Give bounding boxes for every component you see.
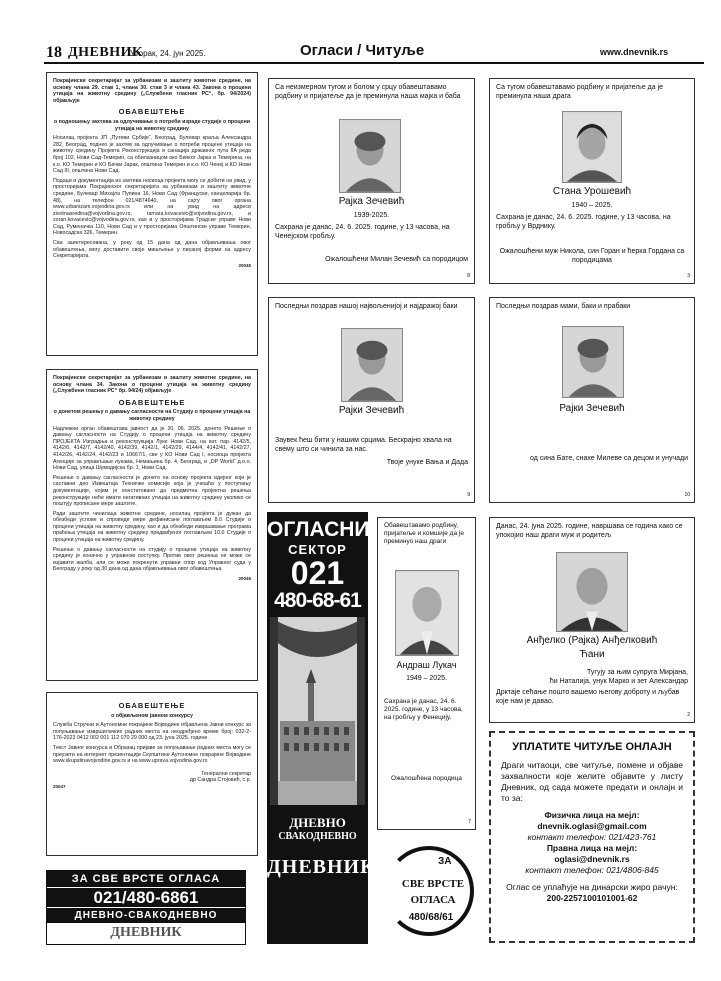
ad-phone: 480/68/61 bbox=[408, 912, 454, 923]
portrait-photo bbox=[562, 326, 624, 398]
notice-subtitle: о донетом решењу о давању сагласности на Студију о процени утицаја на животну средину bbox=[53, 409, 251, 422]
funeral-info: Сахрана је данас, 24. 6. 2025. године, у 13 часова, на гробљу у Фенецију. bbox=[384, 698, 463, 721]
promo-phone: контакт телефон: 021/4806-845 bbox=[525, 865, 659, 875]
building-icon bbox=[270, 617, 365, 805]
notice-title: ОБАВЕШТЕЊЕ bbox=[118, 107, 186, 117]
obituary-header: Данас, 24. јуна 2025. године, навршава се година како се упокојио наш драги муж и родитељ bbox=[496, 523, 683, 539]
ad-number: 8 bbox=[467, 273, 470, 279]
notice-signature-title: Генерални секретар bbox=[201, 770, 251, 777]
mourners: Тугују за њим супруга Мирјана, bbox=[587, 669, 688, 676]
notice-body: Решење о давању сагласности на студију о процени утицаја на животну средину је коначно у управном поступку. Против овог решења не може се изјавити жалба, али се може покренути управни спор код Управног суда у Београду у року од 30 дана од дана објављивања овог обавештења. bbox=[53, 546, 251, 573]
ad-number: 10 bbox=[684, 492, 690, 498]
ad-line: ЗА bbox=[438, 856, 452, 867]
deceased-years: 1949 – 2025. bbox=[406, 675, 447, 682]
portrait-photo bbox=[341, 328, 403, 402]
notice-body: Текст Јавног конкурса и Образац пријаве за попуњавање радних места могу се преузети на интернет презентацији Скупштине Аутономне покрајине Војводине www.skupstinavojvodine.gov.rs и на www.uprava.vojvodina.gov.rs bbox=[53, 744, 251, 765]
notice-intro: Покрајински секретаријат за урбанизам и заштиту животне средине, на основу члана 29. став 1, члана 30. став 3 и члана 43. Закона о процени утицаја на животну средину („Службени гласник РС“, бр. 94/2024) објављује bbox=[53, 78, 251, 104]
obituary-card bbox=[489, 517, 695, 723]
ad-number: 3 bbox=[687, 273, 690, 279]
portrait-photo bbox=[395, 570, 459, 656]
notice-code: 20046 bbox=[238, 576, 251, 582]
obituary-card bbox=[377, 517, 476, 830]
ad-line: ОГЛАСА bbox=[410, 894, 456, 906]
obituary-header: Обавештавамо родбину, пријатеље и комшије да је преминуо наш драги bbox=[384, 522, 464, 545]
ad-number: 9 bbox=[467, 492, 470, 498]
ad-line: ОГЛАСНИ bbox=[267, 518, 370, 541]
obituary-card bbox=[268, 78, 475, 284]
tribute-text: Заувек ћеш бити у нашим срцима. Бескрајно хвала на свему што си чинила за нас. bbox=[275, 437, 452, 453]
deceased-nickname: Ћани bbox=[579, 649, 605, 660]
ad-number: 7 bbox=[468, 819, 471, 825]
funeral-info: Сахрана је данас, 24. 6. 2025. године, у 13 часова, на Ченејском гробљу. bbox=[275, 224, 450, 240]
notice-body: Носилац пројекта ЈП „Путеви Србије“, Београд, Булевар краља Александра 282, Београд, поднео је захтев за одлучивање о потреби процене утицаја на животну средину Пројекта Реконструкција и санација државног пута IIA реда број 102, Нови Сад-Темерин, са обилазницом око Бачког Јарка и Темерина, на к.о. КО Темерин и КО Бачки Јарак, општина Темерин и к.о. КО Ченеј и КО Нови Сад III, општина Нови Сад. bbox=[53, 135, 251, 175]
mourners: Твоје унуке Вања и Дада bbox=[386, 459, 468, 466]
ad-phone: 480-68-61 bbox=[274, 589, 361, 612]
ad-phone: 021/480-6861 bbox=[47, 887, 245, 907]
deceased-name: Анђелко (Рајка) Анђелковић bbox=[526, 635, 658, 646]
obituary-card bbox=[489, 297, 695, 503]
portrait-icon bbox=[342, 329, 402, 401]
ad-logo: ДНЕВНИК bbox=[110, 925, 182, 940]
deceased-name: Стана Урошевић bbox=[552, 186, 632, 197]
ad-circle bbox=[378, 842, 478, 942]
mourners: Ожалошћени Милан Зечевић са породицом bbox=[325, 256, 468, 263]
notice-body: Ради заштите чинилаца животне средине, носилац пројекта је дужан да обезбеди услове и спроведе мере дефинисане поглављем 8.0 Студије о процени утицаја на животну средину, као и да обезбеди извршавање програма праћења утицаја на животну средину предвиђеног поглављем 10.0 Студије о процени утицаја на животну средину. bbox=[53, 510, 251, 544]
obituary-header: Са тугом обавештавамо родбину и пријатеље да је преминула наша драга bbox=[496, 84, 664, 100]
notice-code: 20045 bbox=[238, 262, 251, 268]
ad-line1: ЗА СВЕ ВРСТЕ ОГЛАСА bbox=[47, 871, 245, 887]
notice-subtitle: о објављеном јавном конкурсу bbox=[111, 712, 193, 719]
issue-date: Уторак, 24. јун 2025. bbox=[130, 49, 206, 58]
notice-title: ОБАВЕШТЕЊЕ bbox=[118, 397, 186, 407]
notice-subtitle: о подношењу захтева за одлучивање о потреби израде студије о процени утицаја на животну средину bbox=[53, 118, 251, 132]
website-link[interactable]: www.dnevnik.rs bbox=[600, 47, 669, 57]
notice-body: Надлежни орган обавештава јавност да је 20. 06. 2025. донето Решење о давању сагласности на Студију о процени утицаја на животну средину ПРОЈЕКТА Изградња и реконструкција Луке Нови Сад, на кат. пар. 4142/5, 4142/6, 4142/7, 4142/40, 4142/39, 4142/1, 4142/29, 4144/4, 4142/41, 4142/27, 4142/26, 4142/24, 4142/23 и 10667/1, све у КО Нови Сад I, носиоца пројекта Агенције за управљање лукама, Немањина бр. 4, Београд, и „DP World“ д.о.о. Нови Сад, улица Шумадијска бр. 1, Нови Сад. bbox=[53, 425, 251, 472]
funeral-info: Сахрана је данас, 24. 6. 2025. године, у 13 часова, на гробљу у Врднику. bbox=[496, 214, 671, 230]
promo-account: 200-2257100101001-62 bbox=[546, 893, 638, 903]
portrait-icon bbox=[557, 553, 627, 631]
promo-email[interactable]: dnevnik.oglasi@gmail.com bbox=[537, 821, 647, 831]
header-rule bbox=[44, 62, 704, 64]
online-obituaries-promo bbox=[489, 731, 695, 943]
portrait-icon bbox=[563, 327, 623, 397]
obituary-card bbox=[268, 297, 475, 503]
portrait-icon bbox=[396, 571, 458, 655]
obituary-card bbox=[489, 78, 695, 284]
mourners: Ожалошћени муж Никола, син Горан и ћерка Гордана са породицама bbox=[499, 248, 685, 264]
promo-heading: Правна лица на мејл: bbox=[546, 843, 638, 853]
ad-line: СЕКТОР bbox=[288, 542, 347, 557]
portrait-icon bbox=[340, 120, 400, 192]
promo-heading: Физичка лица на мејл: bbox=[544, 810, 640, 820]
ad-line: 021 bbox=[290, 555, 345, 591]
notice-body: Решење о давању сагласности је донето на основу пројекта идејног који је саставни део Извештаја Техничке комисије која је учешћа у поступању документације, којим је констатовано да предметна пројектна решења реконструкције неће имати негативних утицаја на животну средину уколико се поштују прописане мере заштите. bbox=[53, 474, 251, 508]
obituary-header: Последњи поздрав мами, баки и прабаки bbox=[496, 303, 631, 310]
notice-public-competition bbox=[46, 692, 258, 856]
deceased-name: Рајки Зечевић bbox=[559, 403, 625, 414]
ad-classifieds-sector bbox=[267, 512, 376, 944]
promo-text: Драги читаоци, све читуље, помене и објаве захвалности које желите објавите у листу Дневник, од сада можете предати и онлајн и то за: bbox=[501, 760, 683, 803]
city-photo bbox=[270, 617, 365, 805]
ad-line2: ДНЕВНО-СВАКОДНЕВНО bbox=[47, 907, 245, 923]
section-title: Огласи / Читуље bbox=[300, 42, 425, 59]
notice-body: Подаци и документација из захтева носиоца пројекта могу се добити на увид, у просторијама Покрајинског секретаријата за урбанизам и заштиту животне средине, Булевар Михајла Пупина 16, Нови Сад (Француски, канцеларија бр. 48), на телефон 021/4874640, на сајту овог органа www.urbanizam.vojvodina.gov.rs или на увид на адреси zivotnasredina@vojvodina.gov.rs, tamara.kovacevic@vojvodina.gov.rs, и zoran.kovacevic@vojvodina.gov.rs, као и у просторијама Градске управе Нови Сад, Руменачка 110, Нови Сад и у просторијама Општинске управе Темерин, Новосадска 326, Темерин. bbox=[53, 177, 251, 237]
ad-line: СВЕ ВРСТЕ bbox=[401, 878, 465, 890]
notice-urban-planning bbox=[46, 72, 258, 356]
mourners: Ожалошћена породица bbox=[391, 775, 462, 782]
page-number: 18 bbox=[46, 44, 62, 61]
mourners: од сина Бате, снахе Милеве са децом и унучади bbox=[530, 455, 688, 462]
deceased-years: 1940 – 2025. bbox=[571, 202, 613, 209]
portrait-photo bbox=[339, 119, 401, 193]
promo-text: Оглас се уплаћује на динарски жиро рачун: bbox=[506, 882, 678, 892]
newspaper-logo: ДНЕВНИК bbox=[68, 45, 143, 60]
ad-logo: ДНЕВНИК bbox=[267, 856, 376, 878]
portrait-photo bbox=[556, 552, 628, 632]
promo-phone: контакт телефон: 021/423-761 bbox=[527, 832, 657, 842]
notice-signature-name: др Сандра Стојовић, с.р. bbox=[189, 777, 251, 784]
promo-email[interactable]: oglasi@dnevnik.rs bbox=[554, 854, 630, 864]
portrait-icon bbox=[563, 112, 621, 182]
mourners: ћи Наталија, унук Марко и зет Александар bbox=[549, 678, 688, 685]
notice-code: 20047 bbox=[53, 783, 66, 789]
tribute-text: Дрктаје сећање пошто вашемо његову доброту и љубав које нам је давао. bbox=[496, 689, 680, 705]
notice-body: Сва заинтересована, у року од 15 дана од дана објављивања овог обавештења, могу доставити своје мишљење у писаној форми на адресу Секретаријата. bbox=[53, 240, 251, 260]
deceased-name: Рајка Зечевић bbox=[338, 196, 405, 207]
ad-line: ДНЕВНО bbox=[289, 815, 346, 830]
obituary-header: Са неизмерном тугом и болом у срцу обавештавамо родбину и пријатеље да је преминула наша мајка и баба bbox=[275, 84, 461, 100]
obituary-header: Последњи поздрав нашој највољенијој и најдражој баки bbox=[275, 303, 458, 310]
ad-number: 2 bbox=[687, 712, 690, 718]
notice-body: Служба Стручни и Аутономни покрајине Војводине објављена Јавни конкурс за попуњавање извршилачких радних места на неодређено време број: 032-2-176-2023 0412 002 001 112 070 29 000 од 23. јуна 2025. године. bbox=[53, 722, 251, 742]
ad-line: СВАКОДНЕВНО bbox=[278, 831, 357, 842]
notice-intro: Покрајински секретаријат за урбанизам и заштиту животне средине, на основу члана 34. Закона о процени утицаја на животну средину („Службени гласник РС“ бр. 94/24) објављује bbox=[53, 375, 251, 395]
deceased-years: 1939-2025. bbox=[353, 212, 390, 219]
promo-title: УПЛАТИТЕ ЧИТУЉЕ ОНЛАЈН bbox=[512, 741, 672, 753]
portrait-photo bbox=[562, 111, 622, 183]
deceased-name: Андраш Лукач bbox=[396, 660, 457, 670]
ad-all-ads bbox=[46, 870, 246, 945]
notice-study-approval bbox=[46, 369, 258, 681]
notice-title: ОБАВЕШТЕЊЕ bbox=[118, 701, 186, 710]
deceased-name: Рајки Зечевић bbox=[338, 405, 405, 416]
